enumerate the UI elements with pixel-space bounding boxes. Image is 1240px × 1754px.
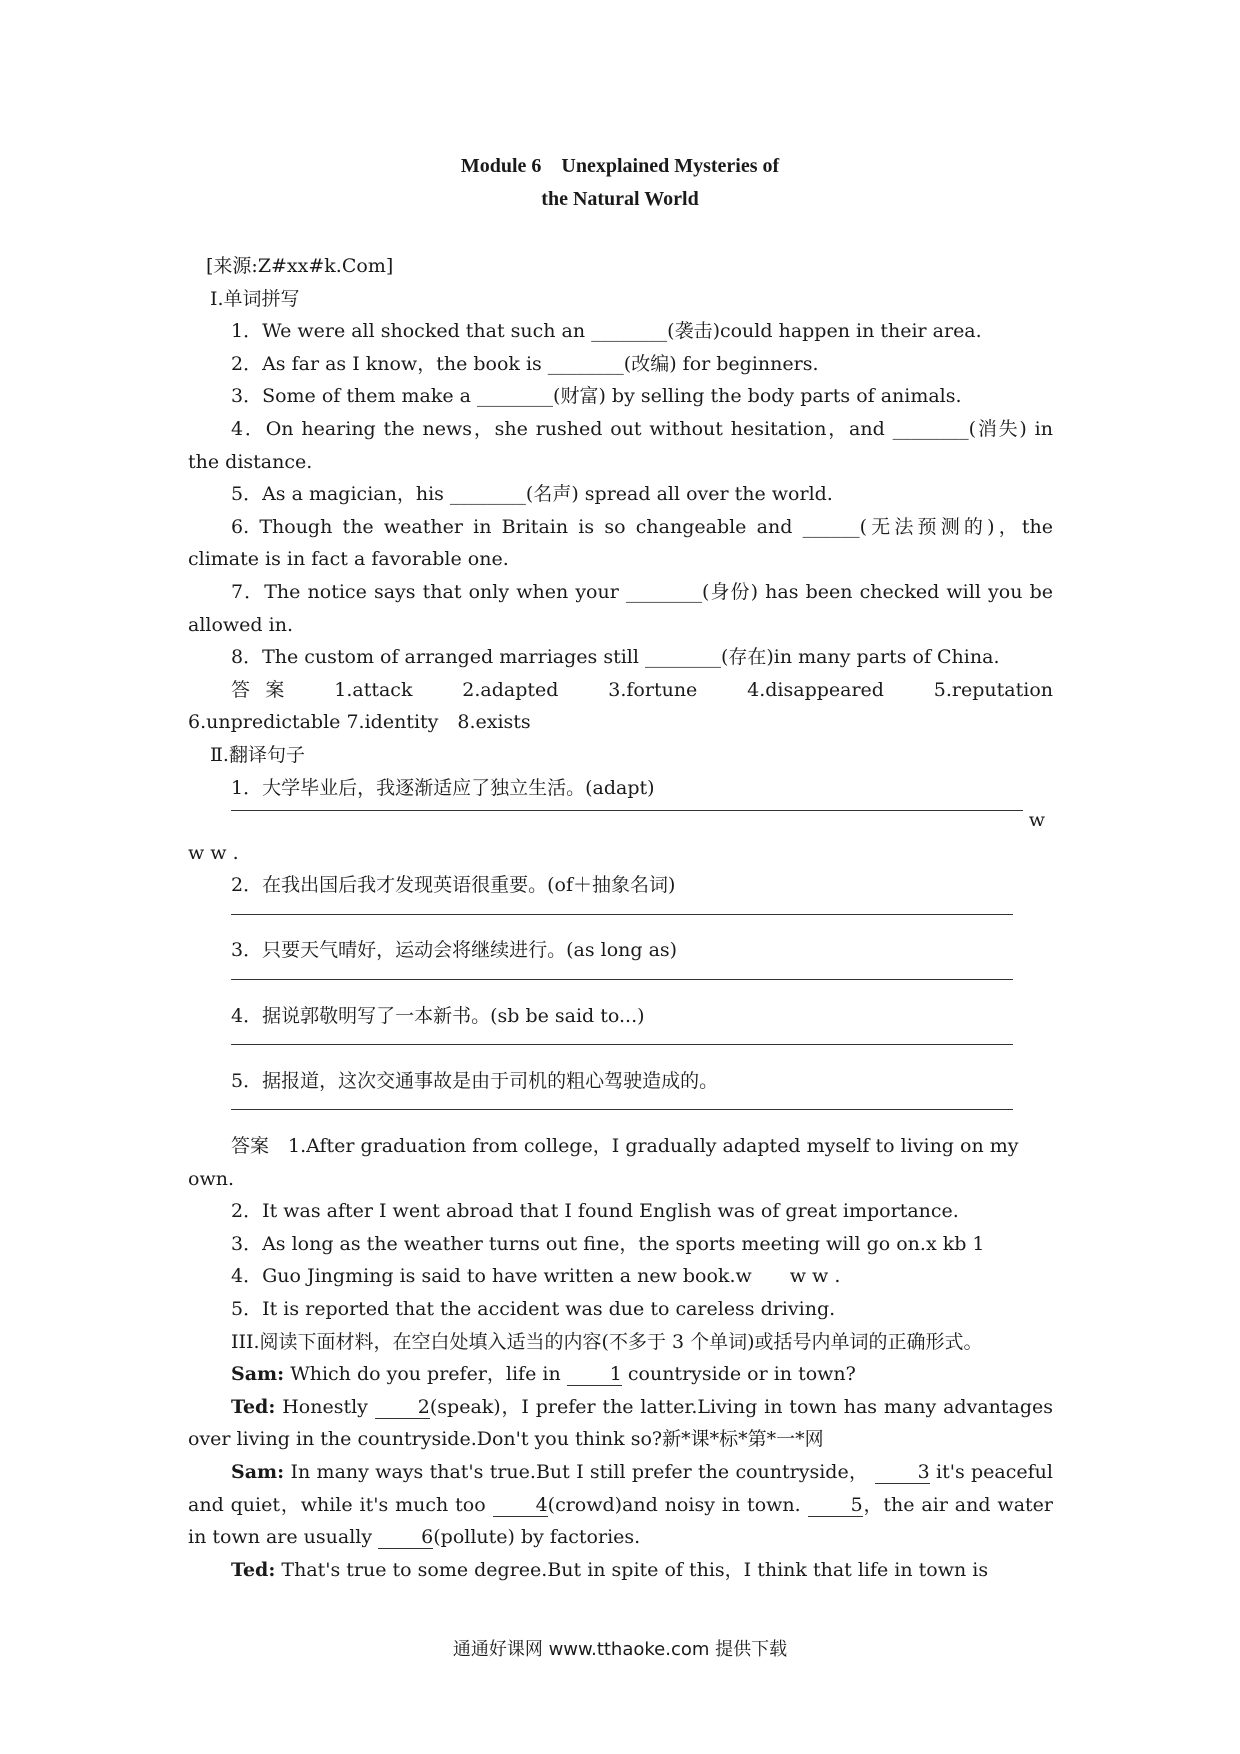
- speaker-sam: Sam:: [231, 1363, 285, 1386]
- vocab-item-4: 4．On hearing the news，she rushed out without hesitation，and ________(消失) in the distance.: [188, 417, 1053, 473]
- answer-line-5: [231, 1109, 1013, 1110]
- answer-line-1: [231, 810, 1023, 811]
- answer-line-2-row: [188, 902, 1053, 935]
- translate-item-1: 1．大学毕业后，我逐渐适应了独立生活。(adapt): [231, 776, 655, 799]
- answer-line-4-row: [188, 1032, 1053, 1065]
- title-line-2: the Natural World: [541, 188, 699, 210]
- dialogue-text: (speak)，I prefer the latter.Living in town has many advantages over living in the countryside.Don't you think so?新*课*标*第*一*网: [188, 1395, 1053, 1451]
- dialogue-ted-1: [188, 1391, 1053, 1456]
- answer-line-3-row: [188, 967, 1053, 1000]
- dialogue-text: ，the air and water in town are usually: [188, 1493, 1053, 1549]
- answer-line-2: [231, 914, 1013, 915]
- source-note: [来源:Z#xx#k.Com]: [206, 255, 394, 277]
- section-2-answer-4: 4．Guo Jingming is said to have written a new book.w w w .: [231, 1265, 841, 1288]
- dialogue-text: (crowd)and noisy in town.: [547, 1493, 801, 1516]
- answer-line-1-row: [188, 804, 1053, 837]
- answer-line-3: [231, 979, 1013, 980]
- blank-2: 2: [375, 1396, 430, 1419]
- section-1-heading: Ⅰ.单词拼写: [210, 287, 300, 310]
- blank-4: 4: [493, 1494, 548, 1517]
- section-2-answer-3: 3．As long as the weather turns out fine，the sports meeting will go on.x kb 1: [231, 1232, 985, 1255]
- section-3-heading: III.阅读下面材料，在空白处填入适当的内容(不多于 3 个单词)或括号内单词的正确形式。: [231, 1330, 983, 1353]
- dialogue-text: (pollute) by factories.: [433, 1526, 641, 1549]
- speaker-ted: Ted:: [231, 1395, 276, 1418]
- section-1-answer: 答案 1.attack 2.adapted 3.fortune 4.disappeared 5.reputation 6.unpredictable 7.identity 8.exists: [188, 678, 1073, 734]
- page-footer: 通通好课网 www.tthaoke.com 提供下载: [452, 1639, 788, 1660]
- section-2-answer-2: 2．It was after I went abroad that I found English was of great importance.: [231, 1200, 959, 1223]
- dialogue-sam-1: [188, 1358, 1053, 1391]
- speaker-sam: Sam:: [231, 1460, 285, 1483]
- vocab-item-1: 1．We were all shocked that such an ________(袭击)could happen in their area.: [231, 320, 982, 343]
- page-title: [0, 150, 1240, 216]
- translate-item-3: 3．只要天气晴好，运动会将继续进行。(as long as): [231, 939, 678, 962]
- answer-line-1-tail: w: [1028, 809, 1045, 832]
- section-2-heading: Ⅱ.翻译句子: [210, 743, 305, 766]
- blank-5: 5: [808, 1494, 863, 1517]
- translate-item-4: 4．据说郭敬明写了一本新书。(sb be said to...): [231, 1004, 645, 1027]
- dialogue-text: it's peaceful and quiet，while it's much too: [188, 1460, 1053, 1516]
- dialogue-text: In many ways that's true.But I still prefer the countryside，: [290, 1460, 869, 1483]
- vocab-item-3: 3．Some of them make a ________(财富) by selling the body parts of animals.: [231, 385, 962, 408]
- translate-item-5: 5．据报道，这次交通事故是由于司机的粗心驾驶造成的。: [231, 1069, 719, 1092]
- vocab-item-8: 8．The custom of arranged marriages still ________(存在)in many parts of China.: [231, 646, 1000, 669]
- answer-line-4: [231, 1044, 1013, 1045]
- vocab-item-5: 5．As a magician，his ________(名声) spread all over the world.: [231, 483, 833, 506]
- answer-line-5-row: [188, 1097, 1053, 1130]
- vocab-item-2: 2．As far as I know，the book is ________(改编) for beginners.: [231, 352, 819, 375]
- title-line-1: Module 6 Unexplained Mysteries of: [460, 155, 780, 177]
- section-2-answer-5: 5．It is reported that the accident was due to careless driving.: [231, 1298, 836, 1320]
- dialogue-sam-2: [188, 1456, 1053, 1554]
- dialogue-text: countryside or in town?: [627, 1363, 856, 1386]
- dialogue-text: That's true to some degree.But in spite of this，I think that life in town is: [281, 1558, 989, 1581]
- blank-3: 3: [875, 1461, 930, 1484]
- translate-item-2: 2．在我出国后我才发现英语很重要。(of＋抽象名词): [231, 874, 676, 897]
- speaker-ted: Ted:: [231, 1558, 276, 1581]
- section-2-answer-1: 答案 1.After graduation from college，I gradually adapted myself to living on my own.: [188, 1135, 1019, 1190]
- document-body: [188, 250, 1073, 1586]
- dialogue-text: Honestly: [282, 1395, 368, 1418]
- vocab-item-7: 7．The notice says that only when your ________(身份) has been checked will you be allowed in.: [188, 580, 1053, 636]
- dialogue-ted-2: [188, 1554, 1053, 1587]
- blank-6: 6: [378, 1526, 433, 1549]
- dialogue-text: Which do you prefer，life in: [290, 1363, 561, 1386]
- answer-line-1-next: w w .: [188, 841, 239, 864]
- blank-1: 1: [567, 1363, 622, 1386]
- vocab-item-6: 6. Though the weather in Britain is so changeable and ______(无法预测的)，the climate is in fact a favorable one.: [188, 515, 1053, 571]
